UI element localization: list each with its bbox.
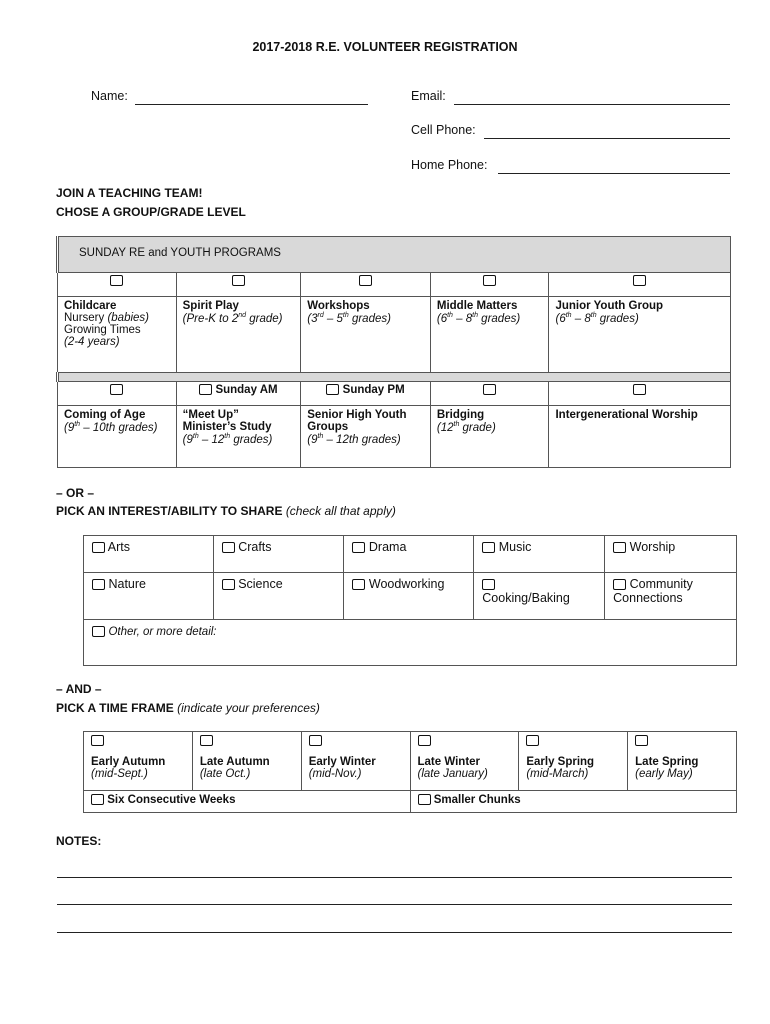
timeframe-note: (late Oct.) (199, 768, 251, 780)
program-line: Nursery (babies) (64, 312, 150, 324)
program-title: Coming of Age (64, 409, 146, 421)
program-title: Workshops (307, 300, 370, 312)
program-line: (9th – 12th grades) (307, 433, 401, 446)
program-line: (2-4 years) (64, 336, 120, 348)
program-line: (3rd – 5th grades) (307, 312, 391, 325)
timeframe-note: (mid-Nov.) (308, 768, 362, 780)
program-line: Groups (307, 421, 349, 433)
home-phone-field[interactable] (498, 159, 730, 174)
program-workshops (301, 297, 431, 373)
program-title: Senior High Youth (307, 409, 407, 421)
other-label: Other, or more detail: (108, 626, 217, 638)
checkbox-cell (549, 273, 731, 297)
checkbox-nature[interactable] (92, 579, 105, 590)
notes-line[interactable] (57, 931, 732, 933)
program-line: (12th grade) (436, 421, 496, 434)
checkbox-community[interactable] (613, 579, 626, 590)
checkbox-crafts[interactable] (222, 542, 235, 553)
section-header-text: SUNDAY RE and YOUTH PROGRAMS (79, 247, 281, 259)
interest-worship (605, 536, 737, 573)
timeframe-title: Early Autumn (91, 756, 166, 768)
notes-line[interactable] (57, 876, 732, 878)
program-title: Spirit Play (182, 300, 239, 312)
program-meet-up (176, 406, 301, 468)
timeframe-note: (late January) (417, 768, 488, 780)
checkbox-cooking[interactable] (482, 579, 495, 590)
checkbox-cell (430, 273, 549, 297)
interest-woodworking (344, 573, 474, 620)
timeframe-note: (mid-Sept.) (91, 768, 148, 780)
grade-level-heading: CHOSE A GROUP/GRADE LEVEL (56, 205, 246, 219)
teaching-heading: JOIN A TEACHING TEAM! (56, 186, 203, 200)
interest-drama (344, 536, 474, 573)
program-title: Intergenerational Worship (555, 409, 698, 421)
checkbox-childcare[interactable] (110, 275, 123, 286)
program-title: Bridging (436, 409, 485, 421)
cell-phone-field[interactable] (484, 124, 730, 139)
timeframe-six-weeks (84, 791, 411, 813)
program-line: (6th – 8th grades) (436, 312, 521, 325)
name-label: Name: (91, 89, 128, 103)
timeframe-title: Late Winter (417, 756, 481, 768)
smaller-chunks-label: Smaller Chunks (433, 794, 521, 806)
program-line: (9th – 10th grades) (64, 421, 158, 434)
program-middle-matters (430, 297, 549, 373)
checkbox-intergenerational[interactable] (633, 384, 646, 395)
interest-label: Cooking/Baking (482, 591, 570, 605)
interest-label: Drama (368, 540, 407, 554)
interest-label: Music (498, 540, 532, 554)
interest-arts (84, 536, 214, 573)
checkbox-worship[interactable] (613, 542, 626, 553)
interest-music (474, 536, 605, 573)
interest-label: Woodworking (368, 577, 445, 591)
checkbox-early-autumn[interactable] (91, 735, 104, 746)
interest-science (213, 573, 344, 620)
checkbox-music[interactable] (482, 542, 495, 553)
and-label: – AND – (56, 682, 102, 696)
interest-label: Worship (629, 540, 676, 554)
checkbox-cell (58, 273, 177, 297)
program-coming-of-age (58, 406, 177, 468)
checkbox-arts[interactable] (92, 542, 105, 553)
checkbox-cell (301, 273, 431, 297)
checkbox-middle-matters[interactable] (483, 275, 496, 286)
sunday-pm-label: Sunday PM (342, 384, 405, 396)
timeframe-early-autumn (84, 732, 193, 791)
sunday-am-label: Sunday AM (215, 384, 278, 396)
timeframe-table (83, 731, 737, 813)
timeframe-note: (mid-March) (526, 768, 589, 780)
interest-heading (56, 502, 396, 520)
checkbox-drama[interactable] (352, 542, 365, 553)
program-spirit-play (176, 297, 301, 373)
checkbox-cell (176, 273, 301, 297)
checkbox-six-weeks[interactable] (91, 794, 104, 805)
interest-heading-text: PICK AN INTEREST/ABILITY TO SHARE (56, 504, 283, 518)
cell-phone-label: Cell Phone: (411, 123, 476, 137)
program-senior-high (301, 406, 431, 468)
program-junior-youth (549, 297, 731, 373)
timeframe-note: (early May) (635, 768, 693, 780)
checkbox-cell (176, 382, 301, 406)
checkbox-late-spring[interactable] (635, 735, 648, 746)
home-phone-label: Home Phone: (411, 158, 488, 172)
timeframe-title: Early Spring (526, 756, 595, 768)
checkbox-bridging[interactable] (483, 384, 496, 395)
program-bridging (430, 406, 549, 468)
timeframe-late-winter (410, 732, 519, 791)
interest-label: Community (629, 577, 693, 591)
page-title: 2017-2018 R.E. VOLUNTEER REGISTRATION (252, 40, 518, 54)
program-line: (6th – 8th grades) (555, 312, 639, 325)
checkbox-cell (549, 382, 731, 406)
timeframe-heading (56, 699, 320, 717)
section-header (58, 237, 731, 273)
interest-label: Crafts (238, 540, 272, 554)
interest-community (605, 573, 737, 620)
notes-label: NOTES: (56, 834, 102, 848)
checkbox-woodworking[interactable] (352, 579, 365, 590)
program-childcare (58, 297, 177, 373)
program-title: Middle Matters (436, 300, 518, 312)
checkbox-late-autumn[interactable] (200, 735, 213, 746)
checkbox-cell (301, 382, 431, 406)
timeframe-late-autumn (192, 732, 301, 791)
checkbox-coming-of-age[interactable] (110, 384, 123, 395)
program-title: “Meet Up” (182, 409, 239, 421)
checkbox-spirit-play[interactable] (232, 275, 245, 286)
program-line: Minister’s Study (182, 421, 272, 433)
timeframe-title: Early Winter (308, 756, 376, 768)
timeframe-early-winter (301, 732, 410, 791)
six-weeks-label: Six Consecutive Weeks (107, 794, 236, 806)
email-field[interactable] (454, 90, 730, 105)
timeframe-late-spring (628, 732, 737, 791)
checkbox-senior-high[interactable] (326, 384, 339, 395)
interest-label: Nature (108, 577, 147, 591)
email-label: Email: (411, 89, 446, 103)
checkbox-other[interactable] (92, 626, 105, 637)
interest-label: Science (238, 577, 283, 591)
or-label: – OR – (56, 486, 95, 500)
notes-line[interactable] (57, 903, 732, 905)
timeframe-heading-text: PICK A TIME FRAME (56, 701, 174, 715)
checkbox-late-winter[interactable] (418, 735, 431, 746)
timeframe-heading-note: (indicate your preferences) (177, 701, 320, 715)
checkbox-cell (58, 382, 177, 406)
grade-level-table (56, 236, 731, 468)
interest-cooking (474, 573, 605, 620)
timeframe-smaller-chunks (410, 791, 737, 813)
interest-label: Connections (613, 591, 683, 605)
checkbox-meet-up[interactable] (199, 384, 212, 395)
timeframe-title: Late Autumn (199, 756, 270, 768)
checkbox-early-winter[interactable] (309, 735, 322, 746)
program-line: (Pre-K to 2nd grade) (182, 312, 283, 325)
interest-nature (84, 573, 214, 620)
interest-other (84, 620, 737, 666)
program-title: Childcare (64, 300, 117, 312)
interest-heading-note: (check all that apply) (285, 504, 396, 518)
timeframe-title: Late Spring (635, 756, 699, 768)
program-title: Junior Youth Group (555, 300, 664, 312)
checkbox-workshops[interactable] (359, 275, 372, 286)
checkbox-early-spring[interactable] (526, 735, 539, 746)
checkbox-junior-youth[interactable] (633, 275, 646, 286)
program-line: (9th – 12th grades) (182, 433, 273, 446)
interest-table (83, 535, 737, 666)
program-intergenerational (549, 406, 731, 468)
checkbox-smaller-chunks[interactable] (418, 794, 431, 805)
interest-label: Arts (107, 540, 131, 554)
checkbox-science[interactable] (222, 579, 235, 590)
checkbox-cell (430, 382, 549, 406)
divider-row (58, 373, 731, 382)
program-line: Growing Times (64, 324, 141, 336)
interest-crafts (213, 536, 344, 573)
timeframe-early-spring (519, 732, 628, 791)
name-field[interactable] (135, 90, 368, 105)
